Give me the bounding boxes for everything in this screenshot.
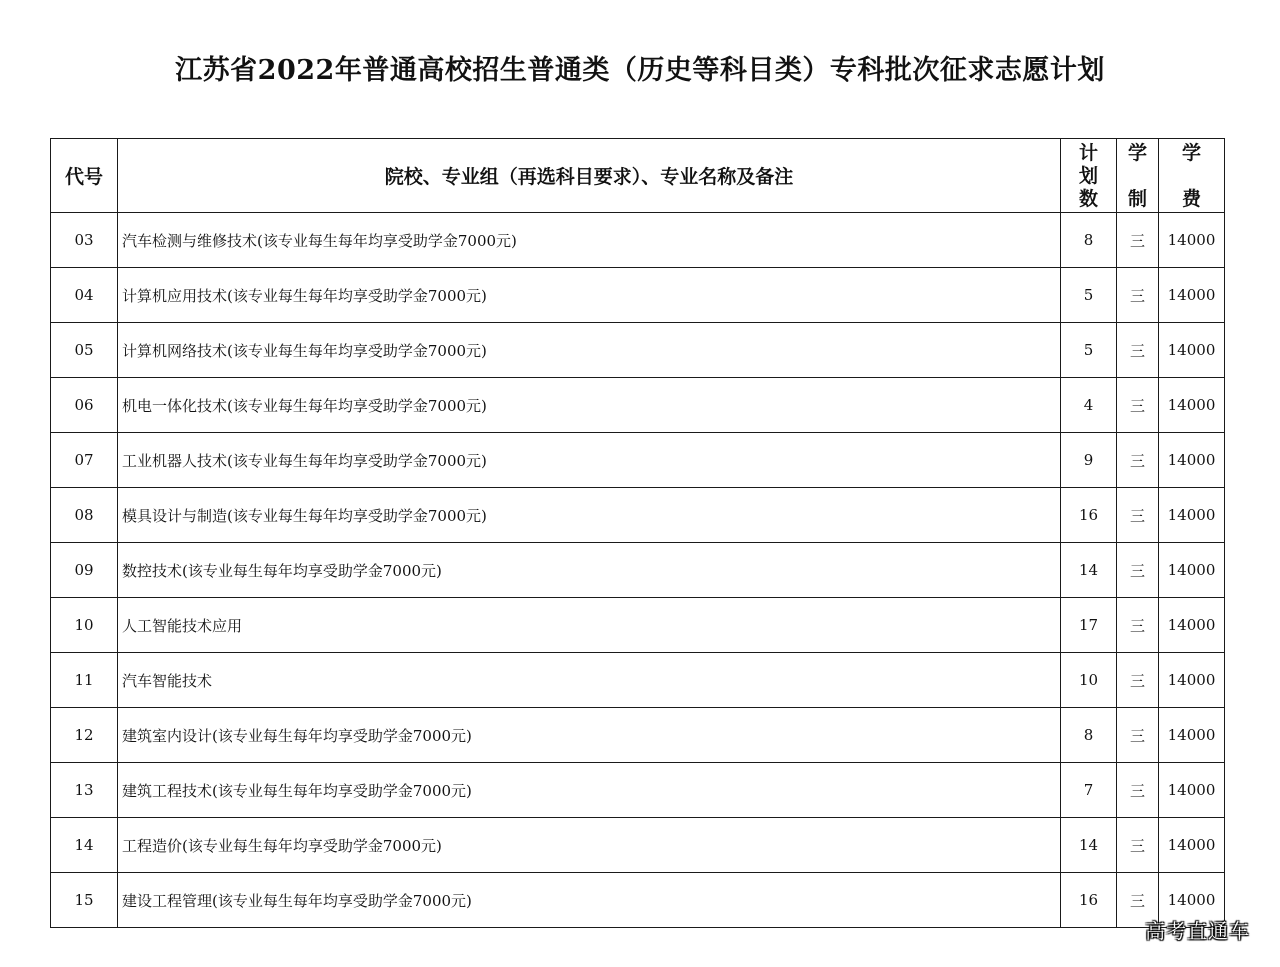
table-row bbox=[51, 598, 1225, 653]
cell-fee: 14000 bbox=[1159, 268, 1225, 323]
cell-fee: 14000 bbox=[1159, 598, 1225, 653]
cell-major-name: 工业机器人技术(该专业每生每年均享受助学金7000元) bbox=[118, 433, 1061, 488]
cell-plan-count: 16 bbox=[1061, 488, 1117, 543]
cell-code: 10 bbox=[51, 598, 118, 653]
cell-plan-count: 10 bbox=[1061, 653, 1117, 708]
header-fee bbox=[1159, 139, 1225, 213]
cell-duration: 三 bbox=[1117, 873, 1159, 928]
cell-duration: 三 bbox=[1117, 433, 1159, 488]
header-code: 代号 bbox=[51, 139, 118, 213]
table-row bbox=[51, 763, 1225, 818]
cell-major-name: 建设工程管理(该专业每生每年均享受助学金7000元) bbox=[118, 873, 1061, 928]
header-fee-char: 费 bbox=[1181, 187, 1201, 210]
cell-plan-count: 7 bbox=[1061, 763, 1117, 818]
cell-plan-count: 5 bbox=[1061, 323, 1117, 378]
watermark-text: 高考直通车 bbox=[1145, 919, 1250, 943]
cell-code: 09 bbox=[51, 543, 118, 598]
cell-code: 14 bbox=[51, 818, 118, 873]
cell-duration: 三 bbox=[1117, 708, 1159, 763]
table-row bbox=[51, 213, 1225, 268]
admission-plan-table bbox=[50, 138, 1225, 928]
cell-duration: 三 bbox=[1117, 598, 1159, 653]
cell-fee: 14000 bbox=[1159, 213, 1225, 268]
cell-plan-count: 4 bbox=[1061, 378, 1117, 433]
cell-duration: 三 bbox=[1117, 323, 1159, 378]
cell-plan-count: 14 bbox=[1061, 818, 1117, 873]
cell-code: 05 bbox=[51, 323, 118, 378]
cell-major-name: 人工智能技术应用 bbox=[118, 598, 1061, 653]
cell-fee: 14000 bbox=[1159, 323, 1225, 378]
cell-code: 08 bbox=[51, 488, 118, 543]
cell-plan-count: 8 bbox=[1061, 708, 1117, 763]
table-row bbox=[51, 873, 1225, 928]
table-row bbox=[51, 268, 1225, 323]
document-title: 江苏省2022年普通高校招生普通类（历史等科目类）专科批次征求志愿计划 bbox=[175, 55, 1105, 86]
cell-fee: 14000 bbox=[1159, 433, 1225, 488]
cell-code: 12 bbox=[51, 708, 118, 763]
cell-duration: 三 bbox=[1117, 268, 1159, 323]
table-header-row bbox=[51, 139, 1225, 213]
cell-major-name: 模具设计与制造(该专业每生每年均享受助学金7000元) bbox=[118, 488, 1061, 543]
cell-major-name: 工程造价(该专业每生每年均享受助学金7000元) bbox=[118, 818, 1061, 873]
table-row bbox=[51, 818, 1225, 873]
cell-major-name: 机电一体化技术(该专业每生每年均享受助学金7000元) bbox=[118, 378, 1061, 433]
cell-major-name: 汽车智能技术 bbox=[118, 653, 1061, 708]
cell-fee: 14000 bbox=[1159, 378, 1225, 433]
cell-fee: 14000 bbox=[1159, 873, 1225, 928]
cell-plan-count: 8 bbox=[1061, 213, 1117, 268]
cell-duration: 三 bbox=[1117, 213, 1159, 268]
cell-major-name: 数控技术(该专业每生每年均享受助学金7000元) bbox=[118, 543, 1061, 598]
cell-duration: 三 bbox=[1117, 763, 1159, 818]
cell-fee: 14000 bbox=[1159, 653, 1225, 708]
cell-major-name: 汽车检测与维修技术(该专业每生每年均享受助学金7000元) bbox=[118, 213, 1061, 268]
cell-code: 07 bbox=[51, 433, 118, 488]
cell-code: 04 bbox=[51, 268, 118, 323]
header-duration-char: 学 bbox=[1127, 141, 1147, 164]
cell-major-name: 计算机网络技术(该专业每生每年均享受助学金7000元) bbox=[118, 323, 1061, 378]
cell-major-name: 计算机应用技术(该专业每生每年均享受助学金7000元) bbox=[118, 268, 1061, 323]
cell-fee: 14000 bbox=[1159, 543, 1225, 598]
cell-plan-count: 5 bbox=[1061, 268, 1117, 323]
table-row bbox=[51, 653, 1225, 708]
header-plan-char: 计 bbox=[1078, 141, 1098, 164]
cell-plan-count: 14 bbox=[1061, 543, 1117, 598]
table-row bbox=[51, 708, 1225, 763]
cell-plan-count: 17 bbox=[1061, 598, 1117, 653]
header-plan bbox=[1061, 139, 1117, 213]
table-row bbox=[51, 323, 1225, 378]
header-name: 院校、专业组（再选科目要求）、专业名称及备注 bbox=[118, 139, 1061, 213]
cell-fee: 14000 bbox=[1159, 488, 1225, 543]
cell-duration: 三 bbox=[1117, 543, 1159, 598]
cell-plan-count: 16 bbox=[1061, 873, 1117, 928]
table-row bbox=[51, 488, 1225, 543]
header-plan-char: 划 bbox=[1078, 164, 1098, 187]
cell-major-name: 建筑工程技术(该专业每生每年均享受助学金7000元) bbox=[118, 763, 1061, 818]
header-duration bbox=[1117, 139, 1159, 213]
cell-duration: 三 bbox=[1117, 378, 1159, 433]
table-row bbox=[51, 543, 1225, 598]
cell-duration: 三 bbox=[1117, 488, 1159, 543]
cell-code: 03 bbox=[51, 213, 118, 268]
cell-fee: 14000 bbox=[1159, 818, 1225, 873]
cell-code: 06 bbox=[51, 378, 118, 433]
header-plan-char: 数 bbox=[1078, 187, 1098, 210]
table-row bbox=[51, 433, 1225, 488]
header-duration-char: 制 bbox=[1127, 187, 1147, 210]
header-fee-char: 学 bbox=[1181, 141, 1201, 164]
cell-code: 11 bbox=[51, 653, 118, 708]
cell-code: 15 bbox=[51, 873, 118, 928]
cell-fee: 14000 bbox=[1159, 763, 1225, 818]
cell-duration: 三 bbox=[1117, 818, 1159, 873]
cell-code: 13 bbox=[51, 763, 118, 818]
cell-plan-count: 9 bbox=[1061, 433, 1117, 488]
cell-major-name: 建筑室内设计(该专业每生每年均享受助学金7000元) bbox=[118, 708, 1061, 763]
cell-duration: 三 bbox=[1117, 653, 1159, 708]
cell-fee: 14000 bbox=[1159, 708, 1225, 763]
table-row bbox=[51, 378, 1225, 433]
